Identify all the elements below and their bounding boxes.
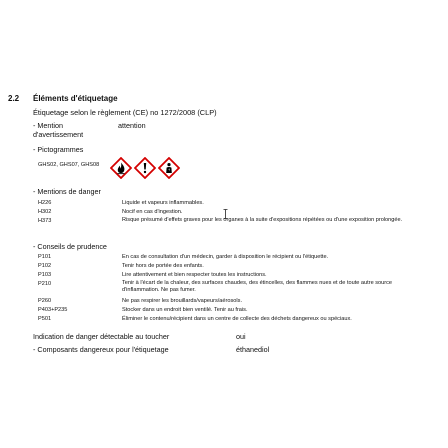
hazard-statements-label: - Mentions de danger xyxy=(33,187,101,196)
flame-icon xyxy=(110,157,132,179)
signal-word-label-line1: - Mention xyxy=(33,121,63,130)
ghs-pictograms xyxy=(110,157,180,179)
precaution-code: P501 xyxy=(38,316,52,322)
precaution-text: Tenir à l'écart de la chaleur, des surfaces chaudes, des étincelles, des flammes nues et de toute autre source d'inflammation. Ne pas fumer. xyxy=(122,280,393,293)
exclamation-mark-icon xyxy=(134,157,156,179)
precaution-code: P210 xyxy=(38,281,52,287)
precaution-text: Tenir hors de portée des enfants. xyxy=(122,263,204,269)
hazard-text: Liquide et vapeurs inflammables. xyxy=(122,200,204,206)
precaution-text: Lire attentivement et bien respecter toutes les instructions. xyxy=(122,272,267,278)
section-title: Éléments d'étiquetage xyxy=(33,94,118,103)
ghs-codes: GHS02, GHS07, GHS08 xyxy=(38,162,100,168)
hazard-text: Nocif en cas d'ingestion. xyxy=(122,209,183,215)
section-number: 2.2 xyxy=(8,94,20,103)
pictograms-label: - Pictogrammes xyxy=(33,145,84,154)
precaution-code: P102 xyxy=(38,263,52,269)
hazardous-components-label: - Composants dangereux pour l'étiquetage xyxy=(33,345,169,354)
tactile-warning-label: Indication de danger détectable au toucher xyxy=(33,332,170,341)
text-cursor-icon xyxy=(223,209,228,219)
tactile-warning-value: oui xyxy=(236,332,246,341)
precaution-code: P260 xyxy=(38,298,52,304)
precaution-code: P101 xyxy=(38,254,52,260)
hazard-text: Risque présumé d'effets graves pour les organes à la suite d'expositions répétées ou d'une exposition prolongée. xyxy=(122,217,403,223)
precaution-text: Éliminer le contenu/récipient dans un centre de collecte des déchets dangereux ou spéciaux. xyxy=(122,316,352,322)
precaution-text: Stocker dans un endroit bien ventilé. Tenir au frais. xyxy=(122,307,248,313)
signal-word-label-line2: d'avertissement xyxy=(33,130,84,139)
precaution-code: P403+P235 xyxy=(38,307,68,313)
hazard-code: H226 xyxy=(38,200,52,206)
hazard-code: H302 xyxy=(38,209,52,215)
regulation-line: Étiquetage selon le règlement (CE) no 1272/2008 (CLP) xyxy=(33,108,217,117)
hazard-code: H373 xyxy=(38,218,52,224)
precautionary-statements-label: - Conseils de prudence xyxy=(33,242,107,251)
health-hazard-icon xyxy=(158,157,180,179)
precaution-text: Ne pas respirer les brouillards/vapeurs/aérosols. xyxy=(122,298,243,304)
precaution-code: P103 xyxy=(38,272,52,278)
precaution-text: En cas de consultation d'un médecin, garder à disposition le récipient ou l'étiquette. xyxy=(122,254,329,260)
signal-word-value: attention xyxy=(118,121,146,130)
hazardous-components-value: éthanediol xyxy=(236,345,270,354)
